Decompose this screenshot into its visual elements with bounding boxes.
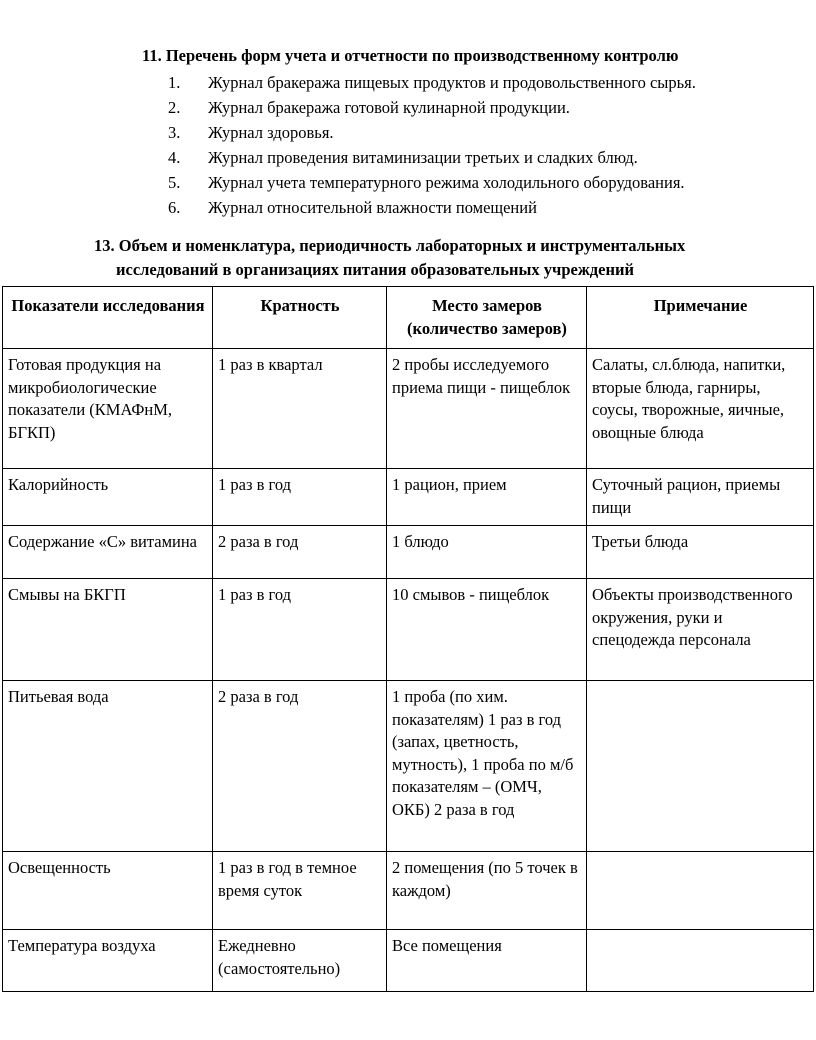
list-item — [168, 195, 696, 220]
table-cell-place: Все помещения — [387, 930, 587, 992]
table-cell-place: 2 помещения (по 5 точек в каждом) — [387, 852, 587, 930]
list-item — [168, 145, 696, 170]
table-row — [3, 852, 814, 930]
table-cell-note — [587, 930, 814, 992]
table-cell-note: Салаты, сл.блюда, напитки, вторые блюда, гарниры, соусы, творожные, яичные, овощные блюда — [587, 349, 814, 469]
section-13-title-line-1: 13. Объем и номенклатура, периодичность лабораторных и инструментальных — [94, 236, 686, 255]
table-cell-indicator: Калорийность — [3, 469, 213, 526]
column-header-indicators: Показатели исследования — [3, 287, 213, 349]
table-cell-indicator: Смывы на БКГП — [3, 579, 213, 681]
table-cell-place: 1 рацион, прием — [387, 469, 587, 526]
forms-list — [168, 70, 696, 220]
list-item-text: Журнал здоровья. — [208, 123, 334, 142]
table-row — [3, 469, 814, 526]
table-cell-note: Суточный рацион, приемы пищи — [587, 469, 814, 526]
section-13-title — [94, 234, 774, 282]
list-item — [168, 120, 696, 145]
table-row — [3, 681, 814, 852]
table-cell-frequency: 2 раза в год — [213, 681, 387, 852]
table-cell-frequency: 1 раз в квартал — [213, 349, 387, 469]
table-cell-frequency: 1 раз в год в темное время суток — [213, 852, 387, 930]
table-cell-place: 1 блюдо — [387, 526, 587, 579]
list-item-text: Журнал бракеража готовой кулинарной продукции. — [208, 98, 570, 117]
column-header-note: Примечание — [587, 287, 814, 349]
list-item-number: 1. — [168, 73, 181, 92]
table-cell-indicator: Освещенность — [3, 852, 213, 930]
lab-research-table — [2, 286, 814, 992]
table-cell-frequency: 1 раз в год — [213, 469, 387, 526]
list-item-text: Журнал относительной влажности помещений — [208, 198, 537, 217]
table-cell-note: Объекты производственного окружения, руки и спецодежда персонала — [587, 579, 814, 681]
table-row — [3, 930, 814, 992]
list-item-text: Журнал проведения витаминизации третьих и сладких блюд. — [208, 148, 638, 167]
table-row — [3, 526, 814, 579]
list-item-number: 4. — [168, 148, 181, 167]
table-cell-place: 1 проба (по хим. показателям) 1 раз в год (запах, цветность, мутность), 1 проба по м/б показателям – (ОМЧ, ОКБ) 2 раза в год — [387, 681, 587, 852]
table-cell-indicator: Температура воздуха — [3, 930, 213, 992]
table-cell-note — [587, 681, 814, 852]
table-cell-indicator: Содержание «С» витамина — [3, 526, 213, 579]
table-cell-frequency: 1 раз в год — [213, 579, 387, 681]
table-cell-indicator: Готовая продукция на микробиологические показатели (КМАФнМ, БГКП) — [3, 349, 213, 469]
column-header-measurement-place: Место замеров (количество замеров) — [387, 287, 587, 349]
section-13-title-line-2: исследований в организациях питания образовательных учреждений — [116, 260, 634, 279]
table-cell-frequency: Ежедневно (самостоятельно) — [213, 930, 387, 992]
list-item-number: 2. — [168, 98, 181, 117]
list-item-text: Журнал бракеража пищевых продуктов и продовольственного сырья. — [208, 73, 696, 92]
table-row — [3, 349, 814, 469]
table-cell-place: 10 смывов - пищеблок — [387, 579, 587, 681]
list-item — [168, 70, 696, 95]
list-item-number: 5. — [168, 173, 181, 192]
table-cell-note: Третьи блюда — [587, 526, 814, 579]
column-header-frequency: Кратность — [213, 287, 387, 349]
table-row — [3, 579, 814, 681]
list-item — [168, 170, 696, 195]
list-item — [168, 95, 696, 120]
list-item-number: 3. — [168, 123, 181, 142]
table-cell-frequency: 2 раза в год — [213, 526, 387, 579]
list-item-text: Журнал учета температурного режима холодильного оборудования. — [208, 173, 685, 192]
table-header-row — [3, 287, 814, 349]
table-cell-indicator: Питьевая вода — [3, 681, 213, 852]
table-cell-note — [587, 852, 814, 930]
section-11-title: 11. Перечень форм учета и отчетности по производственному контролю — [142, 46, 679, 65]
table-cell-place: 2 пробы исследуемого приема пищи - пищеблок — [387, 349, 587, 469]
list-item-number: 6. — [168, 198, 181, 217]
